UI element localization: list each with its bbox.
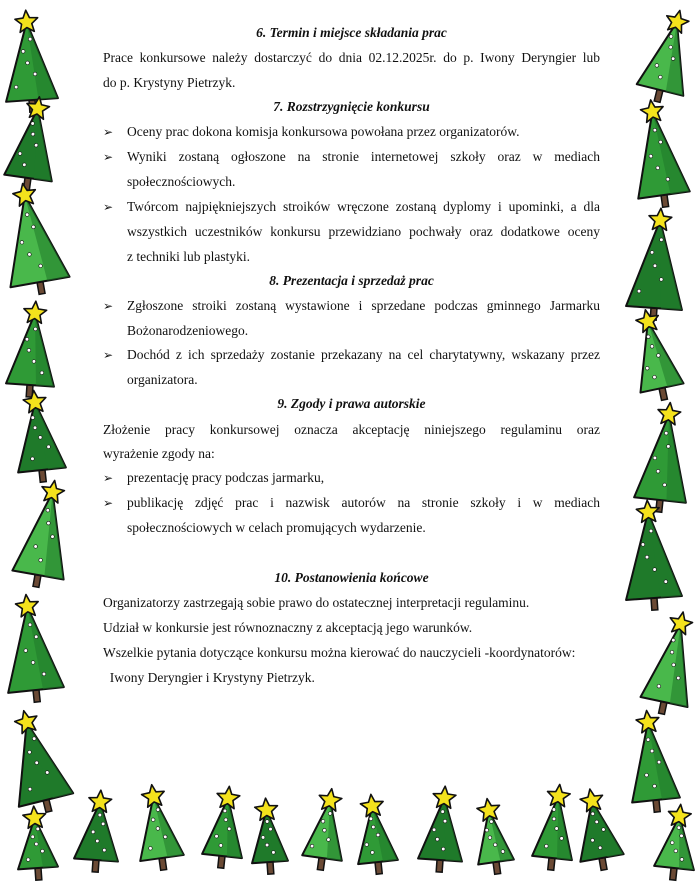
christmas-tree-icon — [73, 789, 123, 874]
section-6-text-line: do p. Krystyny Pietrzyk. — [103, 75, 236, 90]
christmas-tree-icon — [531, 782, 580, 872]
bullet-text-line: społecznościowych. — [127, 174, 236, 189]
christmas-tree-icon — [469, 796, 515, 876]
christmas-tree-icon — [0, 704, 76, 818]
bullet-text-line: z techniki lub plastyki. — [127, 249, 250, 264]
christmas-tree-icon — [201, 784, 249, 870]
bullet-text-line: Twórcom najpiękniejszych stroików wręczone zostaną dyplomy i upominki, a dla — [127, 199, 600, 214]
christmas-tree-icon — [130, 782, 186, 873]
section-10-text-line: Iwony Deryngier i Krystyny Pietrzyk. — [103, 670, 315, 685]
christmas-tree-icon — [301, 786, 352, 873]
section-10-text-line: Udział w konkursie jest równoznaczny z akceptacją jego warunków. — [103, 620, 473, 635]
arrowhead-bullet-icon: ➢ — [103, 496, 114, 510]
christmas-tree-icon — [0, 178, 72, 299]
christmas-tree-icon — [10, 388, 67, 485]
bullet-text-line: prezentację pracy podczas jarmarku, — [127, 470, 325, 485]
christmas-tree-icon — [634, 5, 699, 108]
bullet-text-line: wszystkich uczestników konkursu przewidziano pochwały oraz dodatkowe oceny — [127, 224, 600, 239]
bullet-text-line: Oceny prac dokona komisja konkursowa powołana przez organizatorów. — [127, 124, 520, 139]
christmas-tree-icon — [625, 96, 692, 210]
arrowhead-bullet-icon: ➢ — [103, 150, 114, 164]
section-8-heading: 8. Prezentacja i sprzedaż prac — [269, 273, 434, 288]
section-10-text-line: Wszelkie pytania dotyczące konkursu można kierować do nauczycieli -koordynatorów: — [103, 645, 576, 660]
christmas-tree-icon — [619, 498, 683, 612]
christmas-tree-icon — [3, 93, 64, 193]
christmas-tree-icon — [14, 805, 59, 882]
section-9-text-line: wyrażenie zgody na: — [103, 446, 215, 461]
christmas-tree-icon — [10, 476, 80, 591]
section-10-heading: 10. Postanowienia końcowe — [274, 570, 429, 585]
christmas-tree-icon — [624, 305, 686, 404]
section-6-heading: 6. Termin i miejsce składania prac — [256, 25, 447, 40]
christmas-tree-icon — [623, 708, 681, 814]
christmas-tree-icon — [351, 792, 399, 876]
section-7-heading: 7. Rozstrzygnięcie konkursu — [273, 99, 430, 114]
bullet-text-line: organizatora. — [127, 372, 198, 387]
bullet-text-line: Wyniki zostaną ogłoszone na stronie internetowej szkoły oraz w mediach — [127, 149, 600, 164]
christmas-tree-icon — [653, 802, 699, 882]
arrowhead-bullet-icon: ➢ — [103, 299, 114, 313]
christmas-tree-icon — [248, 797, 289, 875]
christmas-tree-icon — [633, 400, 696, 515]
bullet-text-line: Bożonarodzeniowego. — [127, 323, 249, 338]
christmas-tree-icon — [568, 785, 626, 873]
bullet-text-line: Dochód z ich sprzedaży zostanie przekazany na cel charytatywny, wskazany przez — [127, 347, 600, 362]
bullet-text-line: publikację zdjęć prac i nazwisk autorów na stronie szkoły i w mediach — [127, 495, 600, 510]
section-9-text-line: Złożenie pracy konkursowej oznacza akceptację niniejszego regulaminu oraz — [103, 422, 600, 437]
arrowhead-bullet-icon: ➢ — [103, 348, 114, 362]
section-6-text-line: Prace konkursowe należy dostarczyć do dnia 02.12.2025r. do p. Iwony Deryngier lub — [103, 50, 600, 65]
arrowhead-bullet-icon: ➢ — [103, 200, 114, 214]
christmas-tree-icon — [0, 592, 65, 705]
arrowhead-bullet-icon: ➢ — [103, 471, 114, 485]
section-9-heading: 9. Zgody i prawa autorskie — [277, 396, 426, 411]
christmas-tree-icon — [417, 785, 467, 874]
section-10-text-line: Organizatorzy zastrzegają sobie prawo do ostatecznej interpretacji regulaminu. — [103, 595, 530, 610]
christmas-tree-icon — [5, 300, 60, 399]
christmas-tree-icon — [638, 607, 699, 719]
arrowhead-bullet-icon: ➢ — [103, 125, 114, 139]
christmas-tree-icon — [625, 206, 689, 322]
bullet-text-line: społecznościowych w celach promujących wydarzenie. — [127, 520, 426, 535]
christmas-tree-icon — [0, 8, 59, 113]
bullet-text-line: Zgłoszone stroiki zostaną wystawione i sprzedane podczas gminnego Jarmarku — [127, 298, 600, 313]
